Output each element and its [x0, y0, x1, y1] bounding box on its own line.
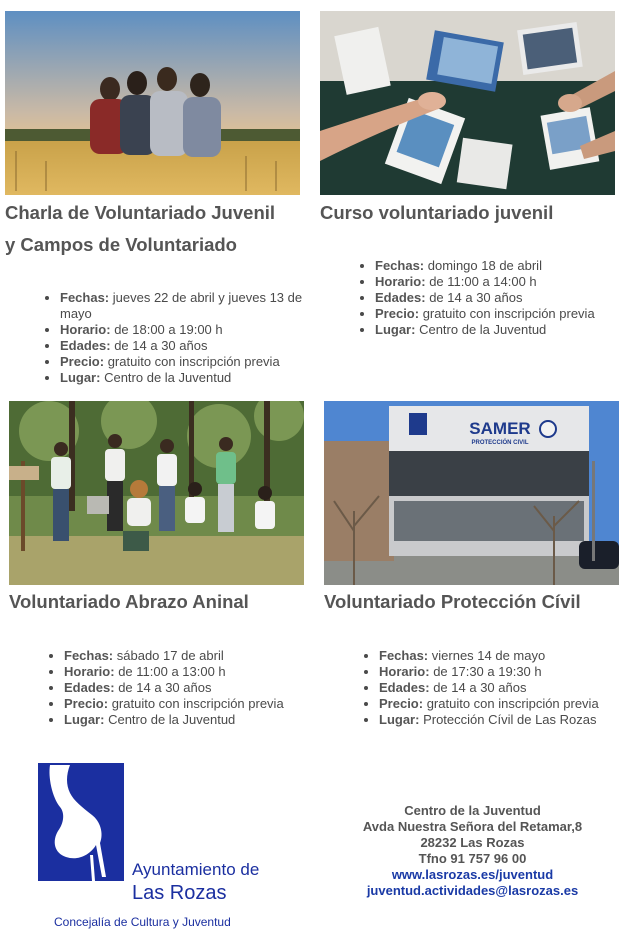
card-1-item: • Edades: de 14 a 30 años	[60, 338, 305, 354]
samer-building-photo	[324, 401, 619, 585]
card-1-title-line-2: y Campos de Voluntariado	[5, 234, 237, 255]
volunteers-in-forest-photo	[9, 401, 304, 585]
card-3-details	[46, 648, 326, 728]
samer-sign-subtext: PROTECCIÓN CIVIL	[471, 440, 529, 446]
card-3-item: • Edades: de 14 a 30 años	[64, 680, 326, 696]
card-4-item: • Horario: de 17:30 a 19:30 h	[379, 664, 629, 680]
card-1-item: • Horario: de 18:00 a 19:00 h	[60, 322, 305, 338]
card-2-title	[320, 197, 620, 229]
card-3-item: • Fechas: sábado 17 de abril	[64, 648, 326, 664]
card-2-item: • Edades: de 14 a 30 años	[375, 290, 629, 306]
card-2-details	[357, 258, 629, 338]
card-2-item: • Precio: gratuito con inscripción previa	[375, 306, 629, 322]
card-1-item: • Fechas: jueves 22 de abril y jueves 13 de mayo	[60, 290, 305, 322]
card-1-title-line-1: Charla de Voluntariado Juvenil	[5, 202, 276, 223]
card-1-item: • Precio: gratuito con inscripción previa	[60, 354, 305, 370]
card-3-item: • Precio: gratuito con inscripción previa	[64, 696, 326, 712]
card-3-item: • Horario: de 11:00 a 13:00 h	[64, 664, 326, 680]
stork-emblem-icon	[30, 757, 270, 937]
card-1-item: • Lugar: Centro de la Juventud	[60, 370, 305, 386]
samer-sign-text: SAMER	[469, 419, 531, 438]
card-4-title	[324, 586, 624, 618]
card-1-details	[42, 290, 305, 386]
card-4-item: • Fechas: viernes 14 de mayo	[379, 648, 629, 664]
contact-email-link[interactable]: juventud.actividades@lasrozas.es	[366, 883, 579, 898]
card-2-item: • Lugar: Centro de la Juventud	[375, 322, 629, 338]
hands-with-postcards-photo	[320, 11, 615, 195]
card-3-title-line-1: Voluntariado Abrazo Aninal	[9, 591, 249, 612]
contact-website-link[interactable]: www.lasrozas.es/juventud	[391, 867, 554, 882]
logo-text-line-3: Concejalía de Cultura y Juventud	[54, 915, 231, 929]
las-rozas-logo	[30, 757, 270, 937]
logo-text-line-2: Las Rozas	[132, 882, 227, 904]
logo-text-line-1: Ayuntamiento de	[132, 860, 260, 879]
card-4-item: • Precio: gratuito con inscripción previa	[379, 696, 629, 712]
card-2-item: • Fechas: domingo 18 de abril	[375, 258, 629, 274]
card-2-item: • Horario: de 11:00 a 14:00 h	[375, 274, 629, 290]
card-4-details	[361, 648, 629, 728]
friends-in-wheat-field-photo	[5, 11, 300, 195]
contact-address: Avda Nuestra Señora del Retamar,8	[362, 819, 583, 834]
contact-block	[330, 803, 615, 899]
contact-phone: Tfno 91 757 96 00	[418, 851, 527, 866]
card-2-title-line-1: Curso voluntariado juvenil	[320, 202, 554, 223]
card-4-title-line-1: Voluntariado Protección Cívil	[324, 591, 581, 612]
contact-name: Centro de la Juventud	[404, 803, 541, 818]
contact-city: 28232 Las Rozas	[420, 835, 525, 850]
card-4-item: • Edades: de 14 a 30 años	[379, 680, 629, 696]
card-4-item: • Lugar: Protección Cívil de Las Rozas	[379, 712, 629, 728]
card-1-title	[5, 197, 305, 261]
card-3-item: • Lugar: Centro de la Juventud	[64, 712, 326, 728]
card-3-title	[9, 586, 309, 618]
